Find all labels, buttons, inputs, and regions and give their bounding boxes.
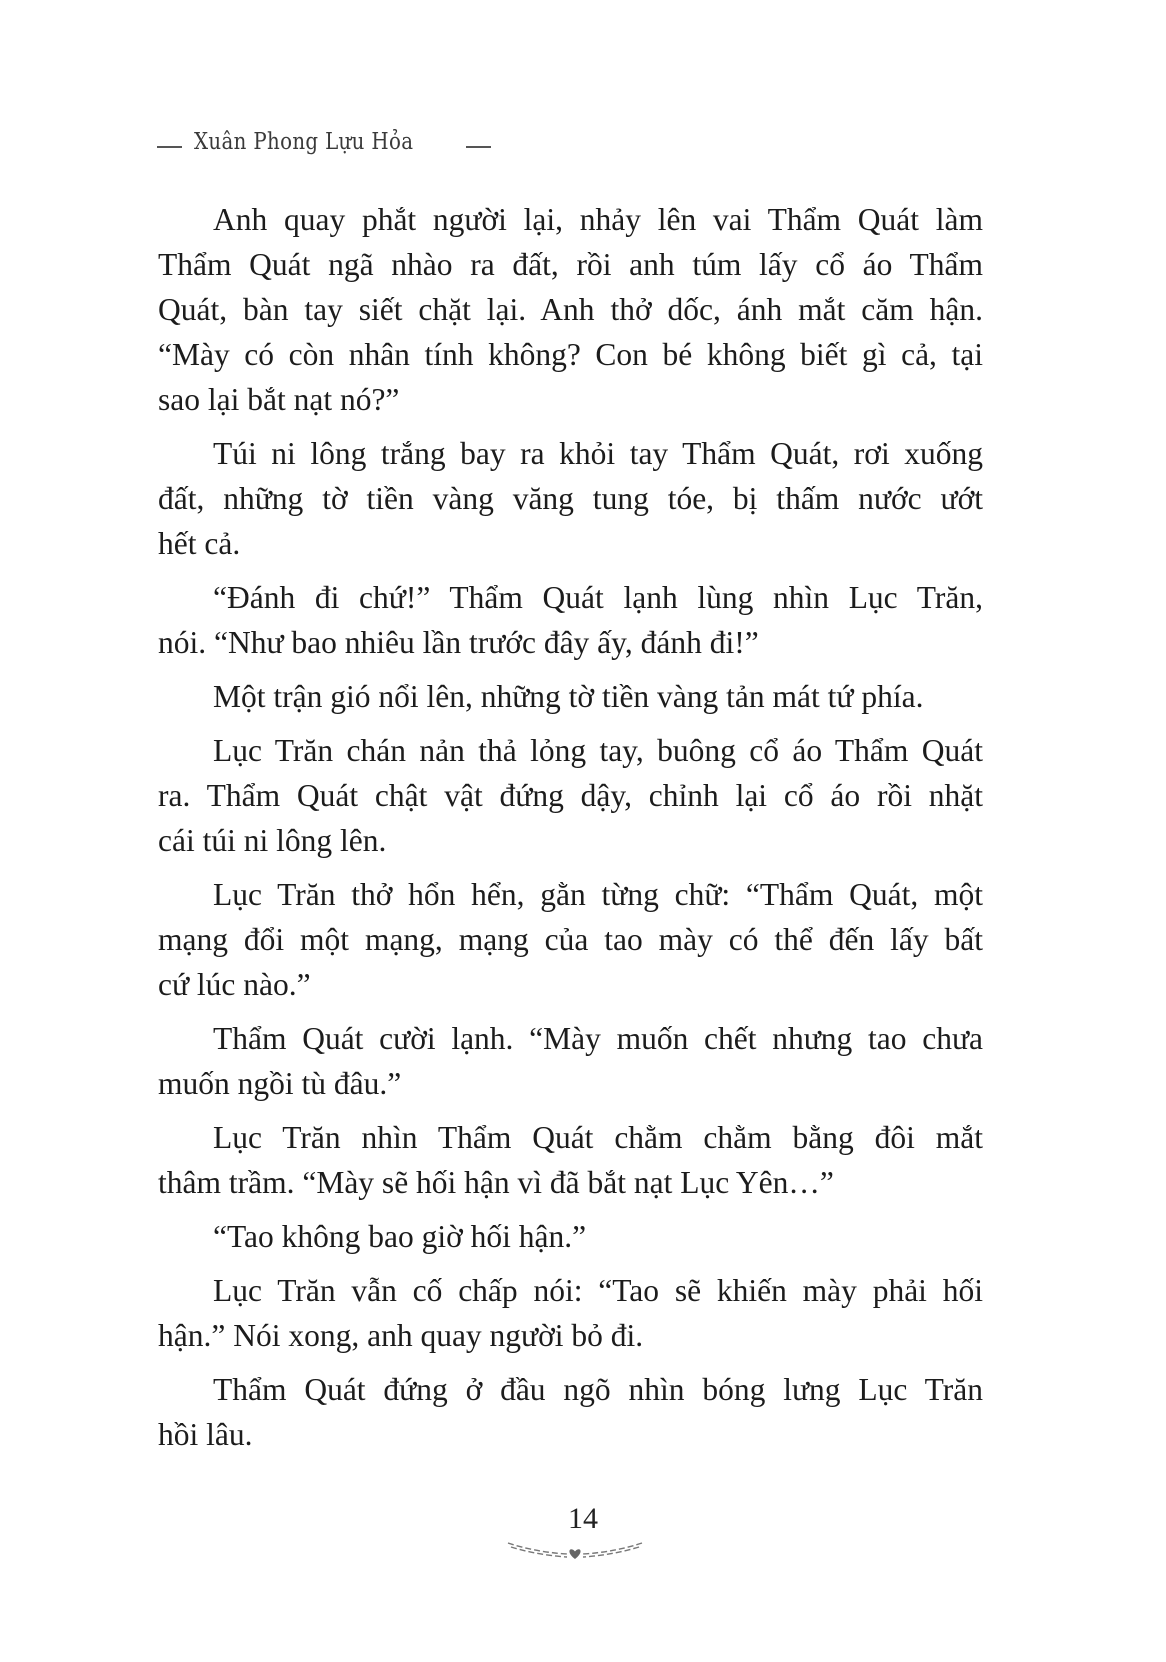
- paragraph: [158, 431, 983, 566]
- paragraph: [158, 1115, 983, 1205]
- paragraph: [158, 674, 983, 719]
- header-right-dash: [466, 146, 491, 148]
- text-line: hết cả.: [158, 526, 241, 561]
- text-line: Lục Trăn nhìn Thẩm Quát chằm chằm bằng đôi mắt: [213, 1120, 983, 1155]
- paragraph: [158, 1214, 983, 1259]
- text-line: Túi ni lông trắng bay ra khỏi tay Thẩm Quát, rơi xuống: [213, 436, 983, 471]
- page-number: 14: [568, 1502, 598, 1535]
- paragraph: [158, 1016, 983, 1106]
- running-header: [157, 124, 491, 160]
- text-line: hận.” Nói xong, anh quay người bỏ đi.: [158, 1318, 644, 1353]
- header-left-dash: [157, 146, 182, 148]
- text-line: Thẩm Quát đứng ở đầu ngõ nhìn bóng lưng Lục Trăn: [213, 1372, 983, 1407]
- text-line: sao lại bắt nạt nó?”: [158, 382, 400, 417]
- text-line: Thẩm Quát ngã nhào ra đất, rồi anh túm lấy cổ áo Thẩm: [158, 247, 983, 282]
- text-line: “Mày có còn nhân tính không? Con bé không biết gì cả, tại: [158, 337, 983, 372]
- text-line: Lục Trăn chán nản thả lỏng tay, buông cổ áo Thẩm Quát: [213, 733, 983, 768]
- text-line: nói. “Như bao nhiêu lần trước đây ấy, đánh đi!”: [158, 625, 759, 660]
- text-line: Lục Trăn thở hổn hển, gằn từng chữ: “Thẩm Quát, một: [213, 877, 983, 912]
- paragraph: [158, 575, 983, 665]
- text-line: Lục Trăn vẫn cố chấp nói: “Tao sẽ khiến mày phải hối: [213, 1273, 983, 1308]
- text-line: “Tao không bao giờ hối hận.”: [213, 1219, 587, 1254]
- running-title: Xuân Phong Lựu Hỏa: [194, 129, 414, 155]
- paragraph: [158, 1268, 983, 1358]
- text-line: Quát, bàn tay siết chặt lại. Anh thở dốc, ánh mắt căm hận.: [158, 292, 983, 327]
- paragraph: [158, 1367, 983, 1457]
- text-line: Thẩm Quát cười lạnh. “Mày muốn chết nhưng tao chưa: [213, 1021, 983, 1056]
- dashed-swash-heart-icon: [505, 1538, 645, 1562]
- text-line: “Đánh đi chứ!” Thẩm Quát lạnh lùng nhìn Lục Trăn,: [213, 580, 983, 615]
- body-text: [158, 197, 983, 1466]
- paragraph: [158, 197, 983, 422]
- paragraph: [158, 728, 983, 863]
- paragraph: [158, 872, 983, 1007]
- text-line: muốn ngồi tù đâu.”: [158, 1066, 402, 1101]
- text-line: ra. Thẩm Quát chật vật đứng dậy, chỉnh lại cổ áo rồi nhặt: [158, 778, 983, 813]
- text-line: Anh quay phắt người lại, nhảy lên vai Thẩm Quát làm: [213, 202, 983, 237]
- text-line: Một trận gió nổi lên, những tờ tiền vàng tản mát tứ phía.: [213, 679, 924, 714]
- text-line: đất, những tờ tiền vàng văng tung tóe, bị thấm nước ướt: [158, 481, 983, 516]
- text-line: cứ lúc nào.”: [158, 967, 311, 1002]
- text-line: hồi lâu.: [158, 1417, 253, 1452]
- text-line: cái túi ni lông lên.: [158, 823, 387, 858]
- text-line: thâm trầm. “Mày sẽ hối hận vì đã bắt nạt Lục Yên…”: [158, 1165, 834, 1200]
- text-line: mạng đổi một mạng, mạng của tao mày có thể đến lấy bất: [158, 922, 983, 957]
